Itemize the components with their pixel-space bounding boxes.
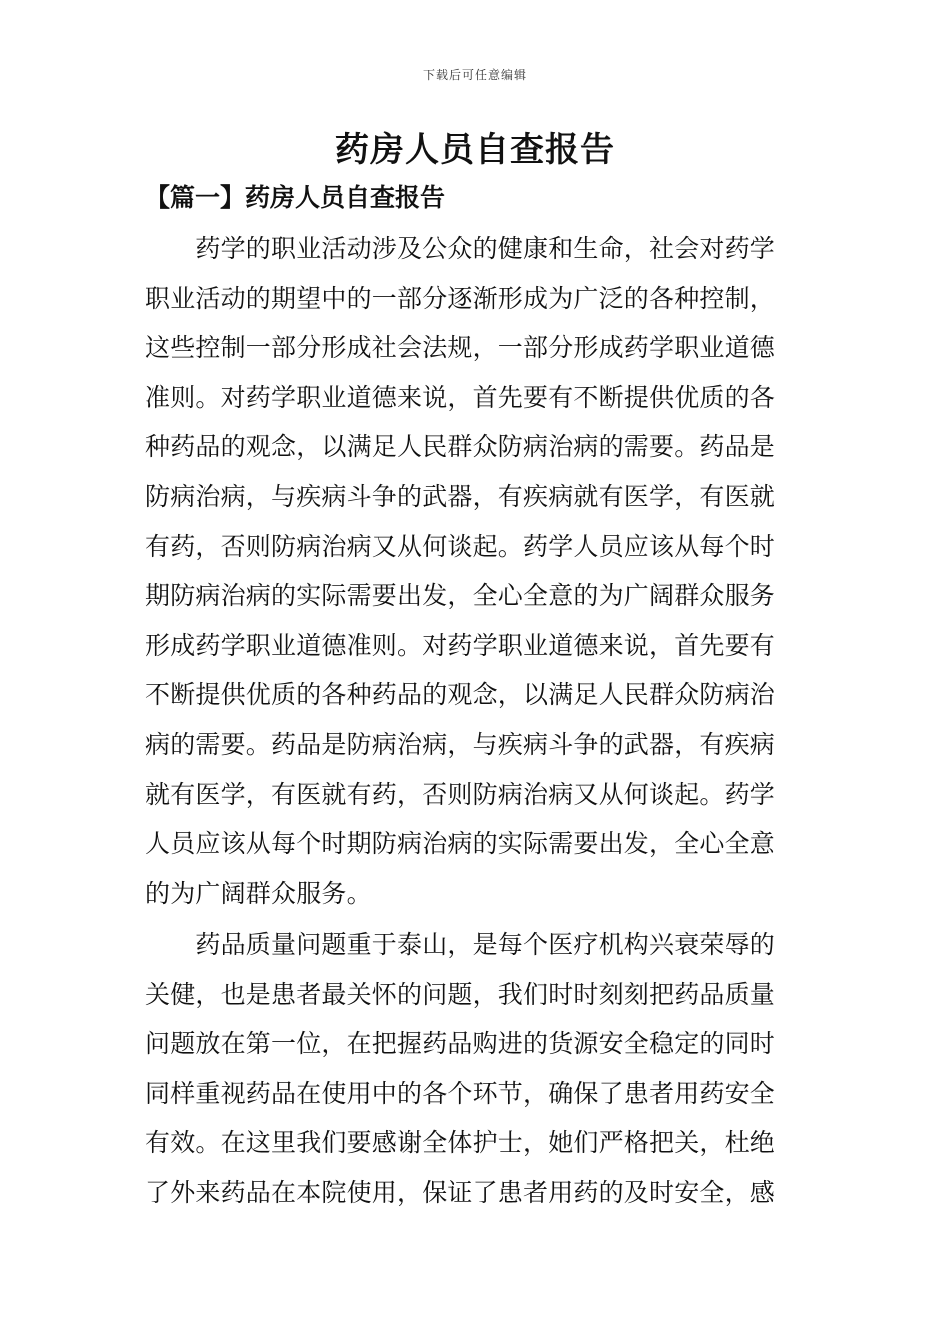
text-line: 种药品的观念，以满足人民群众防病治病的需要。药品是: [145, 432, 776, 462]
text-line: 问题放在第一位，在把握药品购进的货源安全稳定的同时: [145, 1029, 776, 1059]
text-line: 不断提供优质的各种药品的观念，以满足人民群众防病治: [145, 680, 776, 710]
text-line: 同样重视药品在使用中的各个环节，确保了患者用药安全: [145, 1078, 776, 1108]
text-line: 这些控制一部分形成社会法规，一部分形成药学职业道德: [145, 333, 776, 363]
body-paragraph-2: [145, 920, 807, 1218]
header-note: 下载后可任意编辑: [422, 68, 527, 82]
text-line: 职业活动的期望中的一部分逐渐形成为广泛的各种控制，: [145, 283, 776, 313]
text-line: 期防病治病的实际需要出发，全心全意的为广阔群众服务: [145, 581, 776, 611]
text-line: 有效。在这里我们要感谢全体护士，她们严格把关，杜绝: [145, 1128, 776, 1158]
text-line: 的为广阔群众服务。: [145, 878, 372, 908]
text-line: 准则。对药学职业道德来说，首先要有不断提供优质的各: [145, 382, 776, 412]
section-heading: 【篇一】药房人员自查报告: [145, 183, 446, 212]
text-line: 就有医学，有医就有药，否则防病治病又从何谈起。药学: [145, 779, 776, 809]
body-paragraph-1: [145, 224, 807, 918]
text-line: 防病治病，与疾病斗争的武器，有疾病就有医学，有医就: [145, 481, 776, 511]
text-line: 药学的职业活动涉及公众的健康和生命，社会对药学: [145, 234, 776, 263]
text-line: 关健，也是患者最关怀的问题，我们时时刻刻把药品质量: [145, 979, 776, 1009]
document-title: 药房人员自查报告: [335, 130, 615, 170]
text-line: 了外来药品在本院使用，保证了患者用药的及时安全，感: [145, 1177, 776, 1207]
text-line: 有药，否则防病治病又从何谈起。药学人员应该从每个时: [145, 531, 776, 561]
text-line: 形成药学职业道德准则。对药学职业道德来说，首先要有: [145, 630, 776, 660]
text-line: 药品质量问题重于泰山，是每个医疗机构兴衰荣辱的: [145, 930, 776, 959]
text-line: 病的需要。药品是防病治病，与疾病斗争的武器，有疾病: [145, 729, 776, 759]
text-line: 人员应该从每个时期防病治病的实际需要出发，全心全意: [145, 829, 776, 859]
